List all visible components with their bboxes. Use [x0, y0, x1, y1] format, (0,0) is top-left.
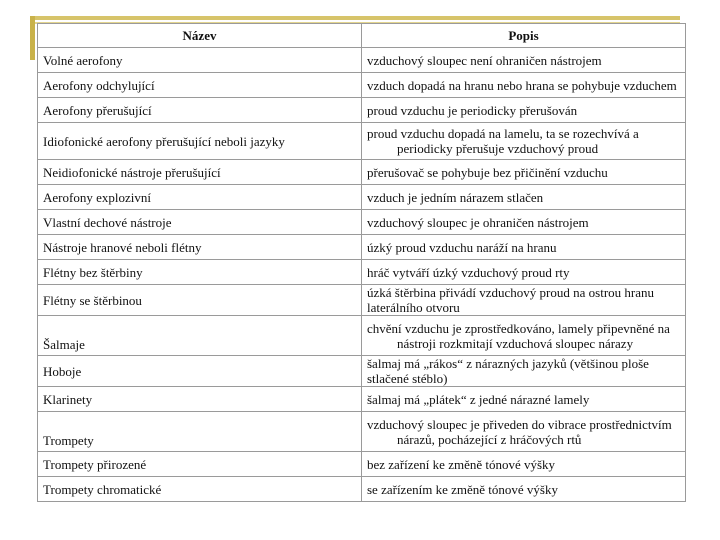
row-description: přerušovač se pohybuje bez přičinění vzduchu [362, 160, 686, 185]
row-description: se zařízením ke změně tónové výšky [362, 477, 686, 502]
row-description: vzduchový sloupec není ohraničen nástrojem [362, 48, 686, 73]
table-row [38, 73, 686, 98]
row-description [362, 123, 686, 160]
row-description: proud vzduchu je periodicky přerušován [362, 98, 686, 123]
table-row [38, 185, 686, 210]
row-description-text: vzduchový sloupec je přiveden do vibrace prostřednictvím nárazů, pocházející z hráčových rtů [367, 416, 672, 447]
decorative-top-bar [30, 16, 680, 20]
row-name: Hoboje [38, 356, 362, 387]
row-name: Aerofony přerušující [38, 98, 362, 123]
row-name [38, 123, 362, 160]
table-row [38, 477, 686, 502]
row-name: Flétny se štěrbinou [38, 285, 362, 316]
table-row [38, 210, 686, 235]
row-name: Klarinety [38, 387, 362, 412]
row-description: vzduchový sloupec je ohraničen nástrojem [362, 210, 686, 235]
row-name: Aerofony odchylující [38, 73, 362, 98]
instrument-table [37, 23, 686, 502]
decorative-left-bar [30, 16, 35, 60]
row-description [362, 412, 686, 452]
table-row [38, 387, 686, 412]
row-name: Trompety chromatické [38, 477, 362, 502]
row-description-text: proud vzduchu dopadá na lamelu, ta se rozechvívá a periodicky přerušuje vzduchový proud [367, 126, 639, 156]
table-row [38, 98, 686, 123]
row-description: bez zařízení ke změně tónové výšky [362, 452, 686, 477]
table-row [38, 235, 686, 260]
header-row [38, 24, 686, 48]
row-name: Trompety [38, 412, 362, 452]
table-row [38, 160, 686, 185]
row-description [362, 316, 686, 356]
row-name: Šalmaje [38, 316, 362, 356]
row-name: Trompety přirozené [38, 452, 362, 477]
table-row [38, 316, 686, 356]
table-row [38, 48, 686, 73]
row-name: Volné aerofony [38, 48, 362, 73]
row-name: Nástroje hranové neboli flétny [38, 235, 362, 260]
table-row [38, 260, 686, 285]
table-row [38, 123, 686, 160]
row-name: Neidiofonické nástroje přerušující [38, 160, 362, 185]
row-name-text: Idiofonické aerofony přerušující neboli jazyky [43, 133, 285, 149]
row-description: vzduch je jedním nárazem stlačen [362, 185, 686, 210]
row-name: Flétny bez štěrbiny [38, 260, 362, 285]
table-row [38, 356, 686, 387]
header-name: Název [38, 24, 362, 48]
row-description: šalmaj má „plátek“ z jedné nárazné lamely [362, 387, 686, 412]
row-description: vzduch dopadá na hranu nebo hrana se pohybuje vzduchem [362, 73, 686, 98]
header-description: Popis [362, 24, 686, 48]
row-description: úzká štěrbina přivádí vzduchový proud na ostrou hranu laterálního otvoru [362, 285, 686, 316]
row-description: hráč vytváří úzký vzduchový proud rty [362, 260, 686, 285]
table-row [38, 452, 686, 477]
row-description-text: chvění vzduchu je zprostředkováno, lamely připevněné na nástroji rozkmitají vzduchová sloupec nárazy [367, 320, 670, 351]
table-row [38, 285, 686, 316]
row-description: šalmaj má „rákos“ z nárazných jazyků (většinou ploše stlačené stéblo) [362, 356, 686, 387]
row-name: Aerofony explozivní [38, 185, 362, 210]
row-name: Vlastní dechové nástroje [38, 210, 362, 235]
table-row [38, 412, 686, 452]
row-description: úzký proud vzduchu naráží na hranu [362, 235, 686, 260]
